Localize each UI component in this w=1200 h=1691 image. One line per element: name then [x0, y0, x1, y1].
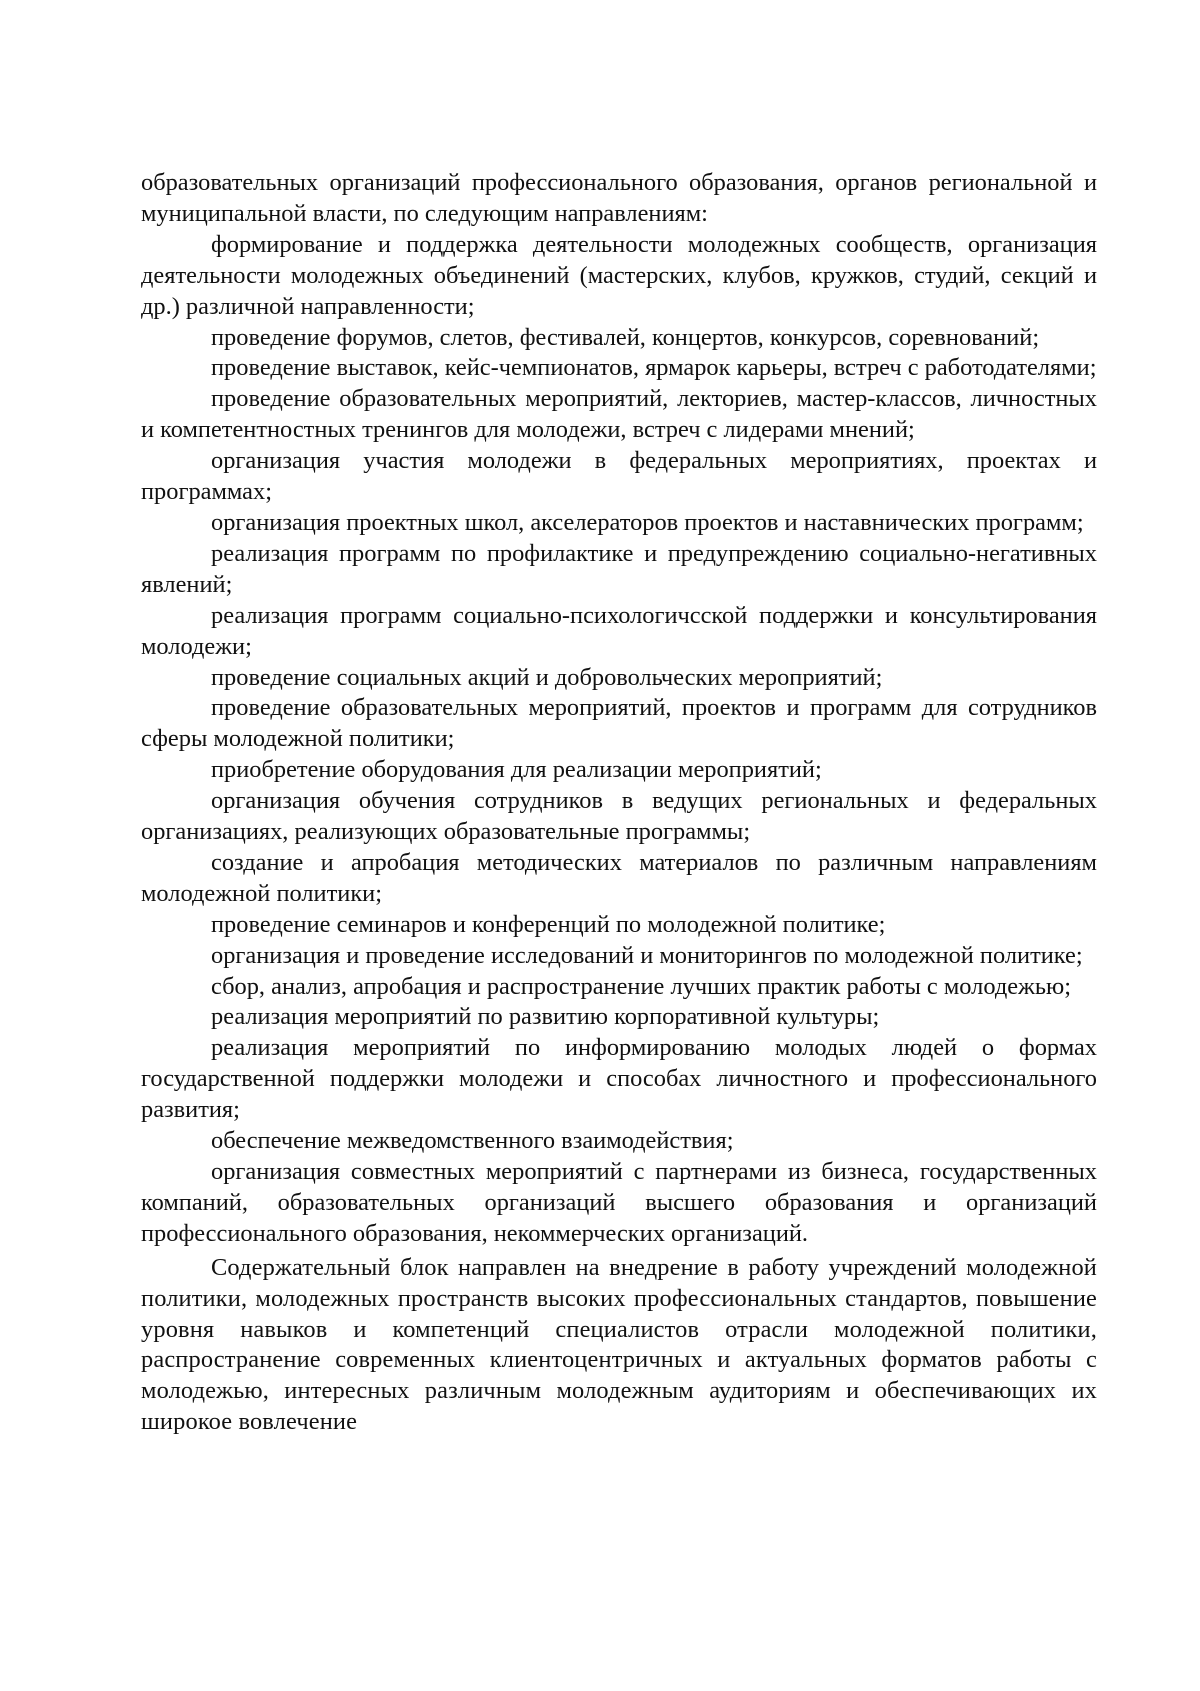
list-item-best-practices: сбор, анализ, апробация и распространение лучших практик работы с молодежью;	[211, 972, 1072, 1000]
list-item-communities: формирование и поддержка деятельности молодежных сообществ, организация деятельности молодежных объединений (мастерских, клубов, кружков, студий, секций и др.) различной направленности;	[141, 230, 1097, 320]
list-item-corporate-culture: реализация мероприятий по развитию корпоративной культуры;	[211, 1003, 880, 1031]
list-item-forums: проведение форумов, слетов, фестивалей, концертов, конкурсов, соревнований;	[211, 323, 1040, 351]
list-item-seminars: проведение семинаров и конференций по молодежной политике;	[211, 910, 886, 938]
list-item-partner-events: организация совместных мероприятий с партнерами из бизнеса, государственных компаний, образовательных организаций высшего образования и организаций профессионального образования, некоммерческих организаций.	[141, 1158, 1097, 1247]
list-item-prevention: реализация программ по профилактике и предупреждению социально-негативных явлений;	[141, 539, 1097, 598]
list-item-interagency: обеспечение межведомственного взаимодействия;	[211, 1127, 734, 1155]
list-item-research: организация и проведение исследований и мониторингов по молодежной политике;	[211, 941, 1083, 969]
list-item-staff-events: проведение образовательных мероприятий, проектов и программ для сотрудников сферы молодежной политики;	[141, 694, 1097, 753]
list-item-psychological-support: реализация программ социально-психологичсской поддержки и консультирования молодежи;	[141, 601, 1097, 660]
list-item-staff-training: организация обучения сотрудников в ведущих региональных и федеральных организациях, реализующих образовательные программы;	[141, 787, 1097, 846]
document-page	[141, 168, 1097, 1438]
paragraph-intro-continuation: образовательных организаций профессионального образования, органов региональной и муниципальной власти, по следующим направлениям:	[141, 169, 1097, 227]
list-item-federal-participation: организация участия молодежи в федеральных мероприятиях, проектах и программах;	[141, 447, 1097, 506]
list-item-project-schools: организация проектных школ, акселераторов проектов и наставнических программ;	[211, 508, 1084, 536]
list-item-educational-events: проведение образовательных мероприятий, лекториев, мастер-классов, личностных и компетентностных тренингов для молодежи, встреч с лидерами мнений;	[141, 385, 1097, 444]
list-item-social-actions: проведение социальных акций и добровольческих мероприятий;	[211, 663, 883, 691]
list-item-equipment: приобретение оборудования для реализации мероприятий;	[211, 756, 822, 784]
list-item-exhibitions: проведение выставок, кейс-чемпионатов, ярмарок карьеры, встреч с работодателями;	[211, 354, 1097, 382]
list-item-methodical-materials: создание и апробация методических материалов по различным направлениям молодежной политики;	[141, 848, 1097, 907]
paragraph-content-block: Содержательный блок направлен на внедрение в работу учреждений молодежной политики, молодежных пространств высоких профессиональных стандартов, повышение уровня навыков и компетенций специалистов отрасли молодежной политики, распространение современных клиентоцентричных и актуальных форматов работы с молодежью, интересных различным молодежным аудиториям и обеспечивающих их широкое вовлечение	[141, 1253, 1097, 1436]
list-item-informing-youth: реализация мероприятий по информированию молодых людей о формах государственной поддержки молодежи и способах личностного и профессионального развития;	[141, 1034, 1097, 1124]
